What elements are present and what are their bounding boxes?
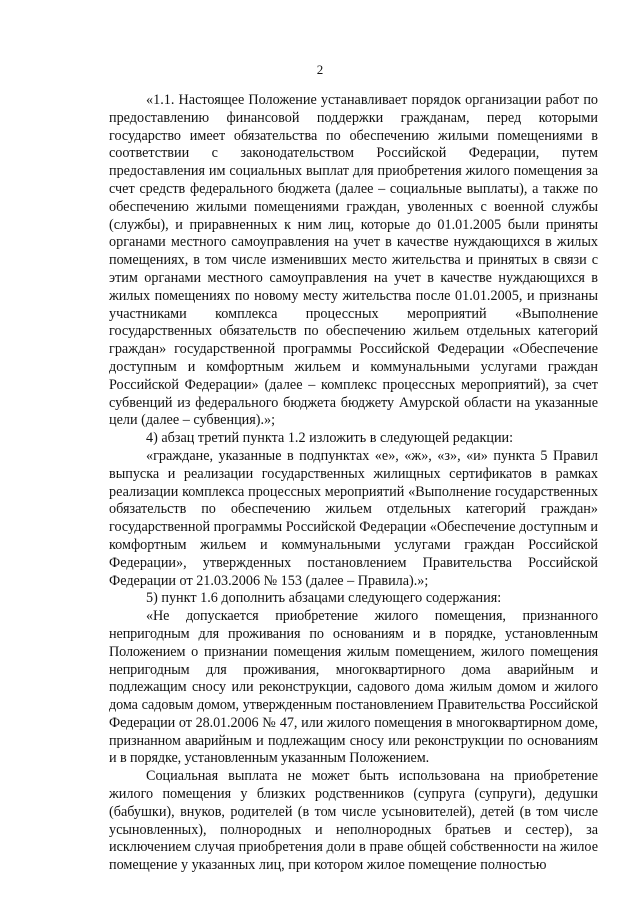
paragraph-item-5-text-2: Социальная выплата не может быть использована на приобретение жилого помещения у близких родственников (супруга (супруги), дедушки (бабушки), внуков, родителей (в том числе усыновителей), детей (в том числе усыновленных), полнородных и неполнородных братьев и сестер), за исключением случая приобретения доли в праве общей собственности на жилое помещение у указанных лиц, при котором жилое помещение полностью xyxy=(109,768,598,874)
paragraph-item-4-text: «граждане, указанные в подпунктах «е», «ж», «з», «и» пункта 5 Правил выпуска и реализации государственных жилищных сертификатов в рамках реализации комплекса процессных мероприятий «Выполнение государственных обязательств по обеспечению жильем отдельных категорий граждан» государственной программы Российской Федерации «Обеспечение доступным и комфортным жильем и коммунальными услугами граждан Российской Федерации», утвержденных постановлением Правительства Российской Федерации от 21.03.2006 № 153 (далее – Правила).»; xyxy=(109,447,598,589)
paragraph-item-5-text-1: «Не допускается приобретение жилого помещения, признанного непригодным для проживания по основаниям и в порядке, установленным Положением о признании помещения жилым помещением, жилого помещения непригодным для проживания, многоквартирного дома аварийным и подлежащим сносу или реконструкции, садового дома жилым домом и жилого дома садовым домом, утвержденным постановлением Правительства Российской Федерации от 28.01.2006 № 47, или жилого помещения в многоквартирном доме, признанном аварийным и подлежащим сносу или реконструкции по основаниям и в порядке, установленным указанным Положением. xyxy=(109,608,598,767)
paragraph-1-1: «1.1. Настоящее Положение устанавливает порядок организации работ по предоставлению финансовой поддержки гражданам, перед которыми государство имеет обязательства по обеспечению жилыми помещениями в соответствии с законодательством Российской Федерации, путем предоставления им социальных выплат для приобретения жилого помещения за счет средств федерального бюджета (далее – социальные выплаты), а также по обеспечению жилыми помещениями граждан, уволенных с военной службы (службы), и приравненных к ним лиц, которые до 01.01.2005 были приняты органами местного самоуправления на учет в качестве нуждающихся в жилых помещениях, в том числе изменивших место жительства и принятых в связи с этим органами местного самоуправления на учет в качестве нуждающихся в жилых помещениях по новому месту жительства после 01.01.2005, и признаны участниками комплекса процессных мероприятий «Выполнение государственных обязательств по обеспечению жильем отдельных категорий граждан» государственной программы Российской Федерации «Обеспечение доступным и комфортным жильем и коммунальными услугами граждан Российской Федерации» (далее – комплекс процессных мероприятий), за счет субвенций из федерального бюджета бюджету Амурской области на указанные цели (далее – субвенция).»; xyxy=(109,92,598,429)
paragraph-item-4: 4) абзац третий пункта 1.2 изложить в следующей редакции: xyxy=(146,430,514,447)
document-body xyxy=(109,92,598,875)
paragraph-item-5: 5) пункт 1.6 дополнить абзацами следующего содержания: xyxy=(146,590,502,607)
page-number: 2 xyxy=(316,62,324,77)
